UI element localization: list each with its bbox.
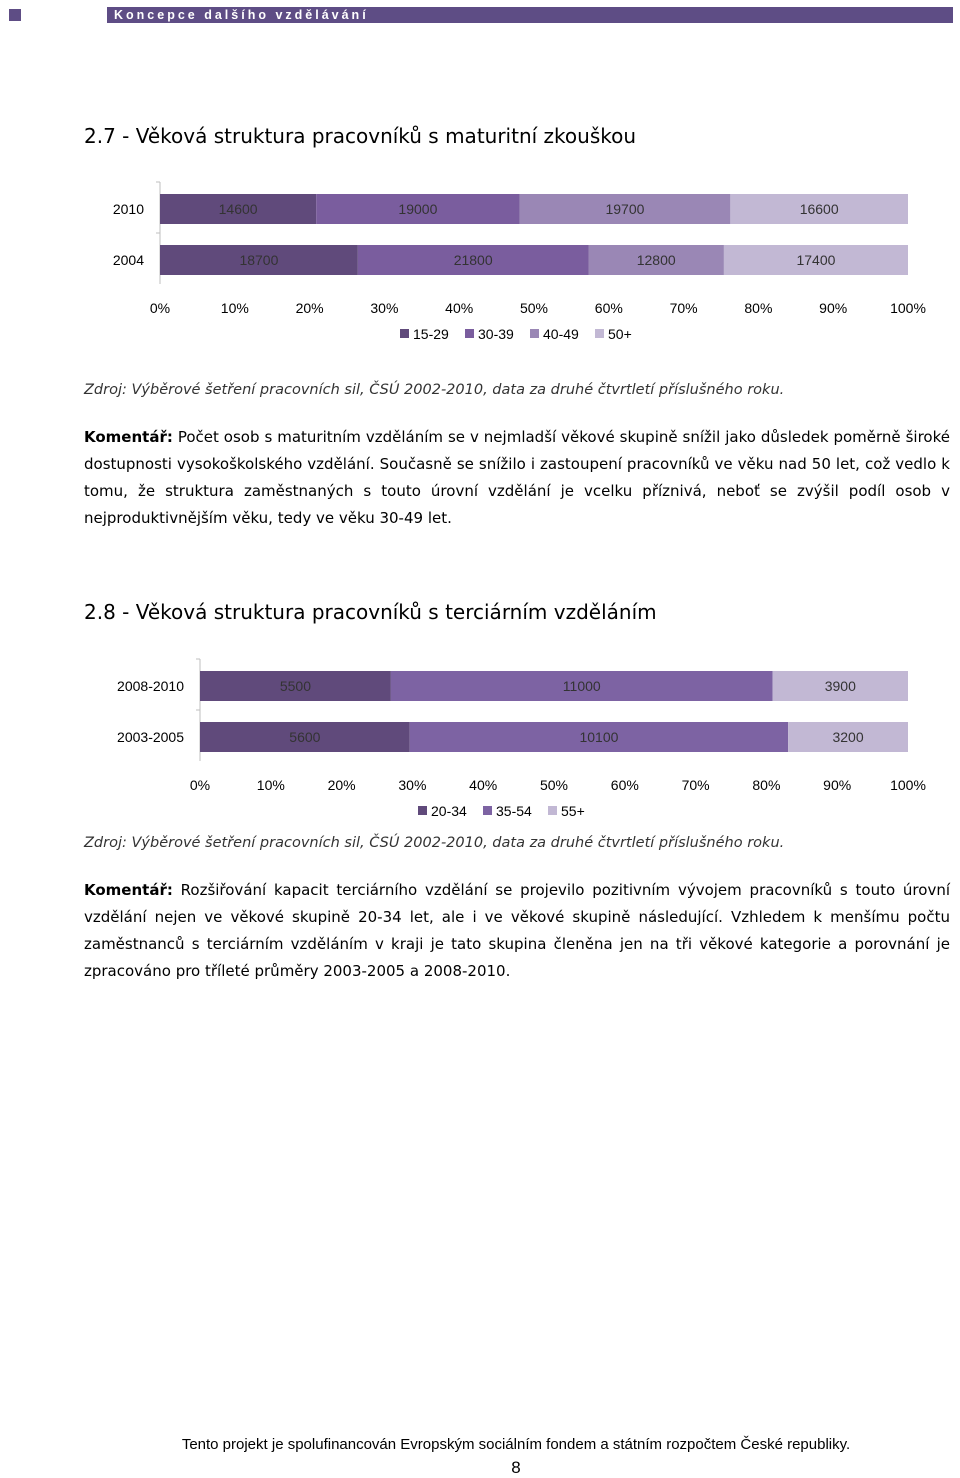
comment-label: Komentář:	[84, 881, 173, 899]
source-note-2-8: Zdroj: Výběrové šetření pracovních sil, ČSÚ 2002-2010, data za druhé čtvrtletí příslušného roku.	[84, 835, 785, 851]
data-label: 5500	[279, 678, 312, 694]
chart-2-8-svg	[84, 655, 950, 827]
legend-label: 40-49	[543, 326, 579, 342]
x-tick-label: 80%	[744, 300, 773, 316]
legend-label: 20-34	[431, 803, 467, 819]
legend-label: 35-54	[496, 803, 532, 819]
comment-text: Počet osob s maturitním vzděláním se v nejmladší věkové skupině snížil jako důsledek poměrně široké dostupnosti vysokoškolského vzdělání. Současně se snížilo i zastoupení pracovníků ve věku nad 50 let, což vedlo k tomu, že struktura zaměstnaných s touto úrovní vzdělání je vcelku příznivá, neboť se zvýšil podíl osob v nejproduktivnějším věku, tedy ve věku 30-49 let.	[84, 428, 950, 527]
data-label: 12800	[636, 252, 676, 268]
chart-2-8	[84, 655, 950, 827]
data-label: 19000	[398, 201, 438, 217]
x-tick-label: 100%	[890, 300, 926, 316]
footer-text: Tento projekt je spolufinancován Evropským sociálním fondem a státním rozpočtem České republiky.	[181, 1436, 851, 1453]
data-label: 3900	[824, 678, 856, 694]
category-label: 2004	[112, 252, 144, 268]
header-square-icon	[9, 9, 21, 21]
x-tick-label: 0%	[189, 777, 211, 793]
header-title: Koncepce dalšího vzdělávání	[114, 8, 369, 22]
category-label: 2010	[112, 201, 144, 217]
legend-label: 55+	[561, 803, 585, 819]
category-label: 2003-2005	[117, 729, 184, 745]
legend-swatch	[483, 806, 492, 815]
header-bar	[107, 7, 953, 23]
x-tick-label: 30%	[370, 300, 399, 316]
data-label: 10100	[579, 729, 619, 745]
data-label: 17400	[796, 252, 836, 268]
x-tick-label: 30%	[398, 777, 427, 793]
legend-swatch	[548, 806, 557, 815]
x-tick-label: 40%	[469, 777, 498, 793]
x-tick-label: 60%	[594, 300, 623, 316]
comment-2-7	[84, 424, 950, 532]
data-label: 5600	[289, 729, 321, 745]
category-label: 2008-2010	[117, 678, 184, 694]
source-note-2-7: Zdroj: Výběrové šetření pracovních sil, ČSÚ 2002-2010, data za druhé čtvrtletí příslušného roku.	[84, 382, 785, 398]
data-label: 14600	[218, 201, 258, 217]
section-title-2-8: 2.8 - Věková struktura pracovníků s terciárním vzděláním	[84, 600, 657, 624]
legend-label: 50+	[608, 326, 632, 342]
data-label: 19700	[605, 201, 645, 217]
page-number: 8	[511, 1458, 521, 1477]
chart-2-7	[84, 178, 950, 350]
legend-swatch	[400, 329, 409, 338]
x-tick-label: 20%	[327, 777, 356, 793]
x-tick-label: 10%	[256, 777, 285, 793]
x-tick-label: 40%	[445, 300, 474, 316]
data-label: 21800	[453, 252, 493, 268]
x-tick-label: 10%	[220, 300, 249, 316]
chart-2-7-svg	[84, 178, 950, 350]
comment-text: Rozšiřování kapacit terciárního vzdělání se projevilo pozitivním vývojem pracovníků s touto úrovní vzdělání nejen ve věkové skupině 20-34 let, ale i ve věkové skupině následující. Vzhledem k menšímu počtu zaměstnanců s terciárním vzděláním v kraji je tato skupina členěna jen na tři věkové kategorie a porovnání je zpracováno pro tříleté průměry 2003-2005 a 2008-2010.	[84, 881, 950, 980]
legend-label: 15-29	[413, 326, 449, 342]
data-label: 16600	[799, 201, 839, 217]
x-tick-label: 80%	[752, 777, 781, 793]
legend-swatch	[595, 329, 604, 338]
x-tick-label: 90%	[819, 300, 848, 316]
comment-2-8	[84, 877, 950, 985]
legend-swatch	[418, 806, 427, 815]
section-title-2-7: 2.7 - Věková struktura pracovníků s maturitní zkouškou	[84, 124, 637, 148]
data-label: 11000	[562, 678, 601, 694]
x-tick-label: 50%	[539, 777, 569, 793]
x-tick-label: 0%	[149, 300, 171, 316]
x-tick-label: 50%	[519, 300, 549, 316]
x-tick-label: 70%	[669, 300, 698, 316]
x-tick-label: 20%	[295, 300, 324, 316]
data-label: 3200	[832, 729, 864, 745]
comment-label: Komentář:	[84, 428, 173, 446]
x-tick-label: 100%	[890, 777, 926, 793]
data-label: 18700	[239, 252, 279, 268]
x-tick-label: 60%	[610, 777, 639, 793]
legend-label: 30-39	[478, 326, 514, 342]
legend-swatch	[530, 329, 539, 338]
legend-swatch	[465, 329, 474, 338]
x-tick-label: 90%	[823, 777, 852, 793]
x-tick-label: 70%	[681, 777, 710, 793]
